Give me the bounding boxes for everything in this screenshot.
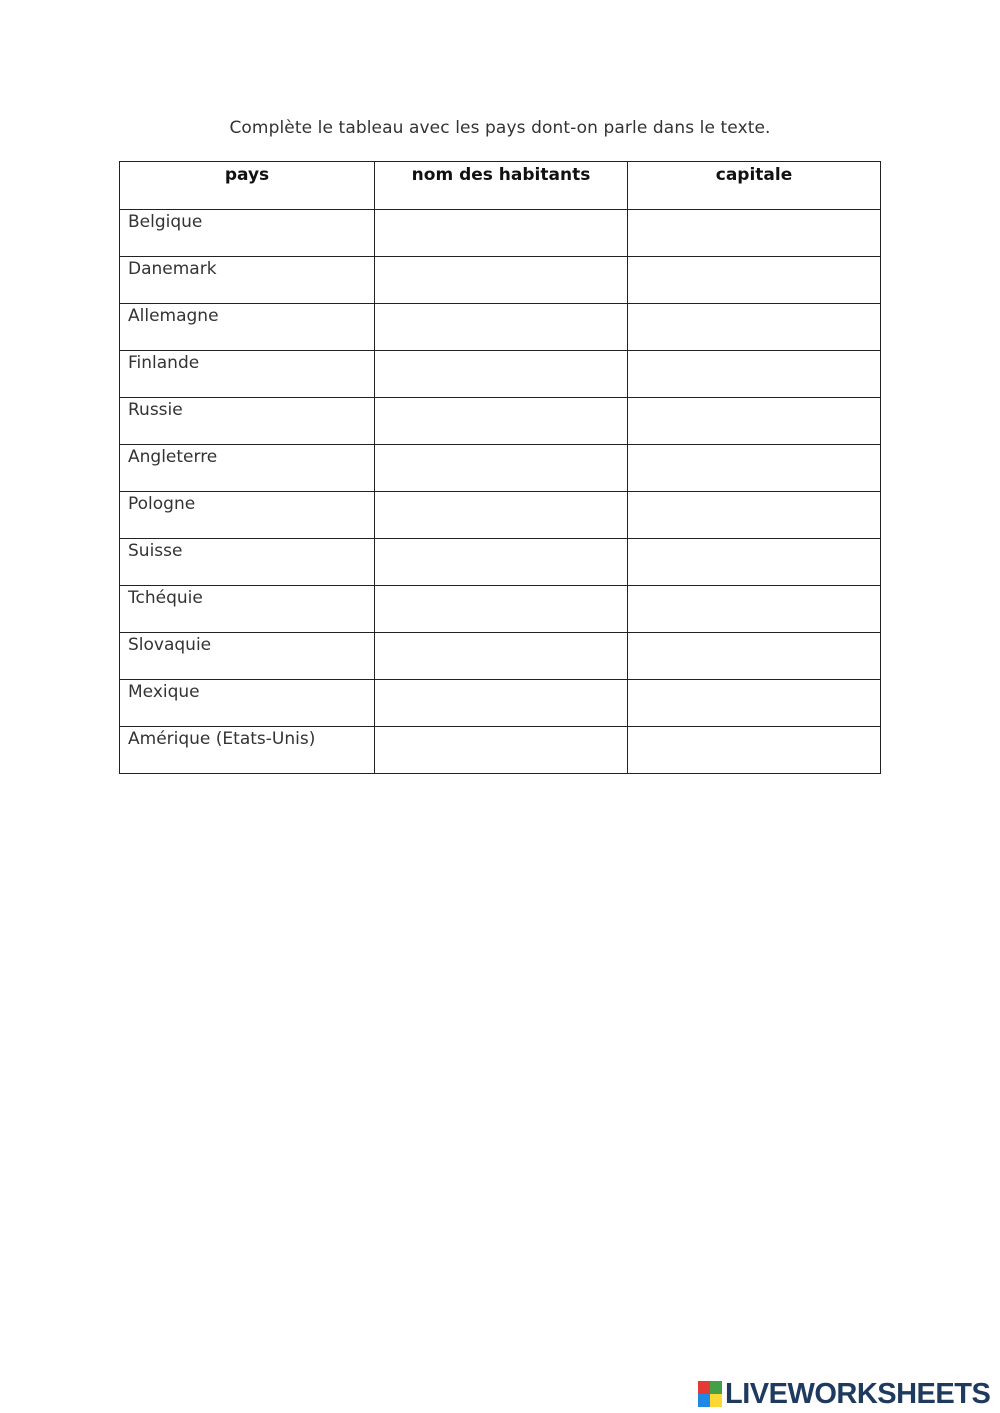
table-row <box>120 727 881 774</box>
table-row <box>120 257 881 304</box>
cell-habitants[interactable] <box>375 586 628 633</box>
cell-pays: Russie <box>120 398 375 445</box>
cell-habitants[interactable] <box>375 210 628 257</box>
header-capitale: capitale <box>628 162 881 210</box>
table-row <box>120 586 881 633</box>
cell-capitale[interactable] <box>628 539 881 586</box>
cell-pays: Suisse <box>120 539 375 586</box>
cell-habitants[interactable] <box>375 633 628 680</box>
table-body <box>120 210 881 774</box>
cell-capitale[interactable] <box>628 727 881 774</box>
cell-capitale[interactable] <box>628 633 881 680</box>
cell-capitale[interactable] <box>628 304 881 351</box>
table-row <box>120 680 881 727</box>
cell-habitants[interactable] <box>375 445 628 492</box>
table-row <box>120 633 881 680</box>
cell-pays: Angleterre <box>120 445 375 492</box>
logo-square-icon <box>698 1381 710 1394</box>
cell-habitants[interactable] <box>375 539 628 586</box>
cell-pays: Pologne <box>120 492 375 539</box>
cell-pays: Amérique (Etats-Unis) <box>120 727 375 774</box>
cell-capitale[interactable] <box>628 398 881 445</box>
header-nom-des-habitants: nom des habitants <box>375 162 628 210</box>
table-row <box>120 492 881 539</box>
liveworksheets-logo-icon <box>698 1381 722 1407</box>
cell-capitale[interactable] <box>628 586 881 633</box>
cell-habitants[interactable] <box>375 304 628 351</box>
cell-capitale[interactable] <box>628 680 881 727</box>
table-row <box>120 445 881 492</box>
table-header-row <box>120 162 881 210</box>
instruction-text: Complète le tableau avec les pays dont-on parle dans le texte. <box>229 118 771 138</box>
cell-habitants[interactable] <box>375 492 628 539</box>
cell-pays: Danemark <box>120 257 375 304</box>
cell-capitale[interactable] <box>628 210 881 257</box>
table-row <box>120 304 881 351</box>
cell-habitants[interactable] <box>375 257 628 304</box>
table-row <box>120 539 881 586</box>
table-row <box>120 210 881 257</box>
cell-pays: Mexique <box>120 680 375 727</box>
logo-square-icon <box>698 1394 710 1407</box>
countries-table <box>119 161 881 774</box>
cell-pays: Finlande <box>120 351 375 398</box>
cell-pays: Allemagne <box>120 304 375 351</box>
cell-capitale[interactable] <box>628 351 881 398</box>
table-row <box>120 398 881 445</box>
cell-habitants[interactable] <box>375 727 628 774</box>
cell-pays: Belgique <box>120 210 375 257</box>
table-row <box>120 351 881 398</box>
cell-capitale[interactable] <box>628 445 881 492</box>
logo-square-icon <box>710 1394 722 1407</box>
cell-habitants[interactable] <box>375 398 628 445</box>
cell-habitants[interactable] <box>375 351 628 398</box>
liveworksheets-logo <box>698 1378 990 1410</box>
cell-capitale[interactable] <box>628 257 881 304</box>
header-pays: pays <box>120 162 375 210</box>
cell-pays: Tchéquie <box>120 586 375 633</box>
cell-pays: Slovaquie <box>120 633 375 680</box>
cell-capitale[interactable] <box>628 492 881 539</box>
logo-square-icon <box>710 1381 722 1394</box>
cell-habitants[interactable] <box>375 680 628 727</box>
logo-wordmark: LIVEWORKSHEETS <box>725 1377 991 1410</box>
